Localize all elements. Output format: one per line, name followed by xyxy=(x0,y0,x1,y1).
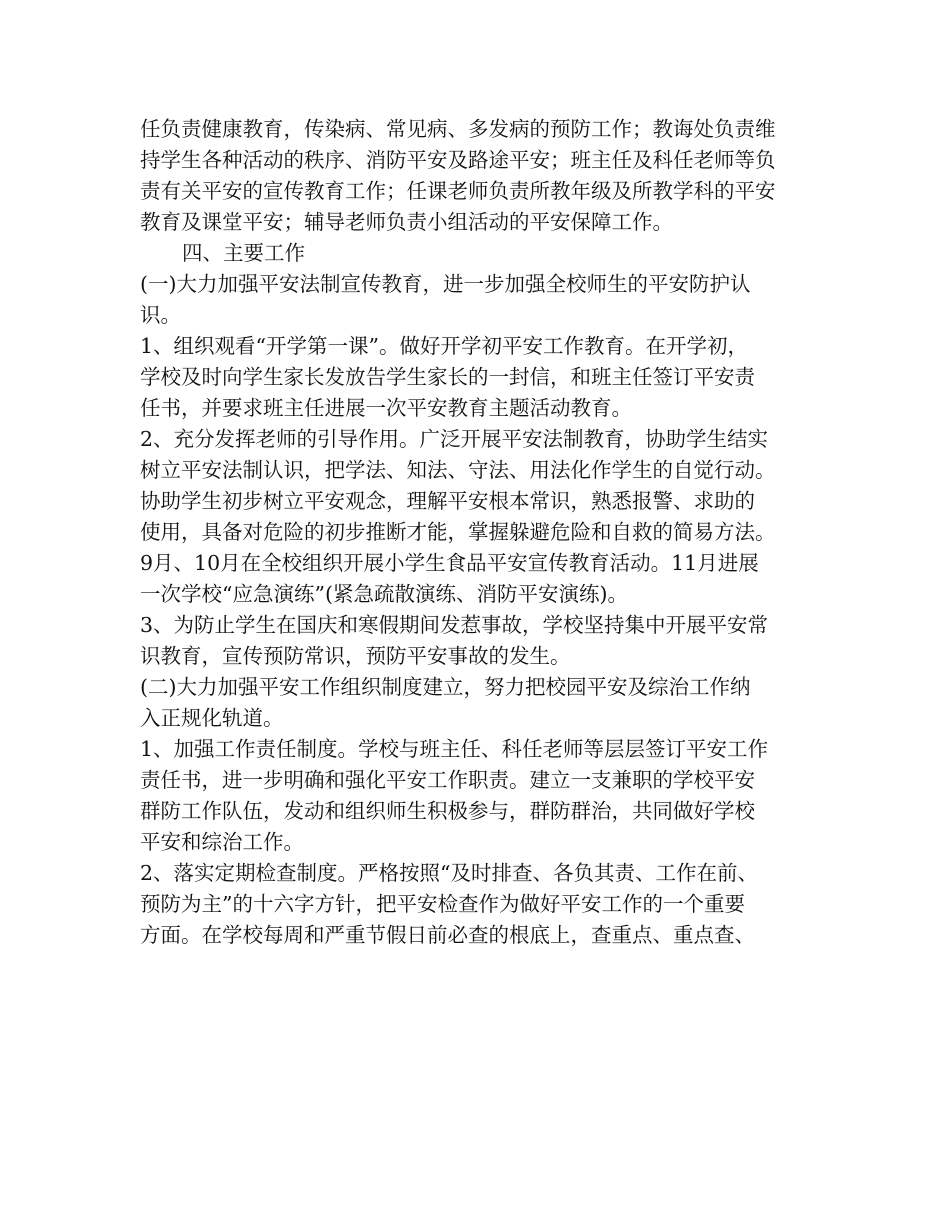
section-heading: 四、主要工作 xyxy=(182,241,305,265)
text-line: 9月、10月在全校组织开展小学生食品平安宣传教育活动。11月进展 xyxy=(140,551,759,575)
subsection-heading: (二)大力加强平安工作组织制度建立，努力把校园平安及综治工作纳 xyxy=(140,675,751,699)
text-line: 学校及时向学生家长发放告学生家长的一封信，和班主任签订平安责 xyxy=(140,365,755,389)
document-body xyxy=(140,114,830,951)
text-line: 平安和综治工作。 xyxy=(140,830,304,854)
text-line: 教育及课堂平安；辅导老师负责小组活动的平安保障工作。 xyxy=(140,210,673,234)
text-line: 1、加强工作责任制度。学校与班主任、科任老师等层层签订平安工作 xyxy=(140,737,769,761)
text-line: 方面。在学校每周和严重节假日前必查的根底上，查重点、重点查、 xyxy=(140,923,755,947)
text-line: 一次学校“应急演练”(紧急疏散演练、消防平安演练)。 xyxy=(140,582,628,606)
text-line: 责任书，进一步明确和强化平安工作职责。建立一支兼职的学校平安 xyxy=(140,768,755,792)
text-line: 识教育，宣传预防常识，预防平安事故的发生。 xyxy=(140,644,571,668)
text-line: 入正规化轨道。 xyxy=(140,706,284,730)
text-line: 2、充分发挥老师的引导作用。广泛开展平安法制教育，协助学生结实 xyxy=(140,427,769,451)
text-line: 2、落实定期检查制度。严格按照“及时排查、各负其责、工作在前、 xyxy=(140,861,759,885)
text-line: 群防工作队伍，发动和组织师生积极参与，群防群治，共同做好学校 xyxy=(140,799,755,823)
text-line: 任负责健康教育，传染病、常见病、多发病的预防工作；教诲处负责维 xyxy=(140,117,776,141)
text-line: 树立平安法制认识，把学法、知法、守法、用法化作学生的自觉行动。 xyxy=(140,458,776,482)
text-line: 持学生各种活动的秩序、消防平安及路途平安；班主任及科任老师等负 xyxy=(140,148,776,172)
text-line: 协助学生初步树立平安观念，理解平安根本常识，熟悉报警、求助的 xyxy=(140,489,755,513)
text-line: 识。 xyxy=(140,303,181,327)
text-line: 3、为防止学生在国庆和寒假期间发惹事故，学校坚持集中开展平安常 xyxy=(140,613,769,637)
text-line: 预防为主”的十六字方针，把平安检查作为做好平安工作的一个重要 xyxy=(140,892,745,916)
text-line: 任书，并要求班主任进展一次平安教育主题活动教育。 xyxy=(140,396,632,420)
subsection-heading: (一)大力加强平安法制宣传教育，进一步加强全校师生的平安防护认 xyxy=(140,272,751,296)
text-line: 使用，具备对危险的初步推断才能，掌握躲避危险和自救的简易方法。 xyxy=(140,520,776,544)
text-line: 1、组织观看“开学第一课”。做好开学初平安工作教育。在开学初， xyxy=(140,334,749,358)
text-line: 责有关平安的宣传教育工作；任课老师负责所教年级及所教学科的平安 xyxy=(140,179,776,203)
